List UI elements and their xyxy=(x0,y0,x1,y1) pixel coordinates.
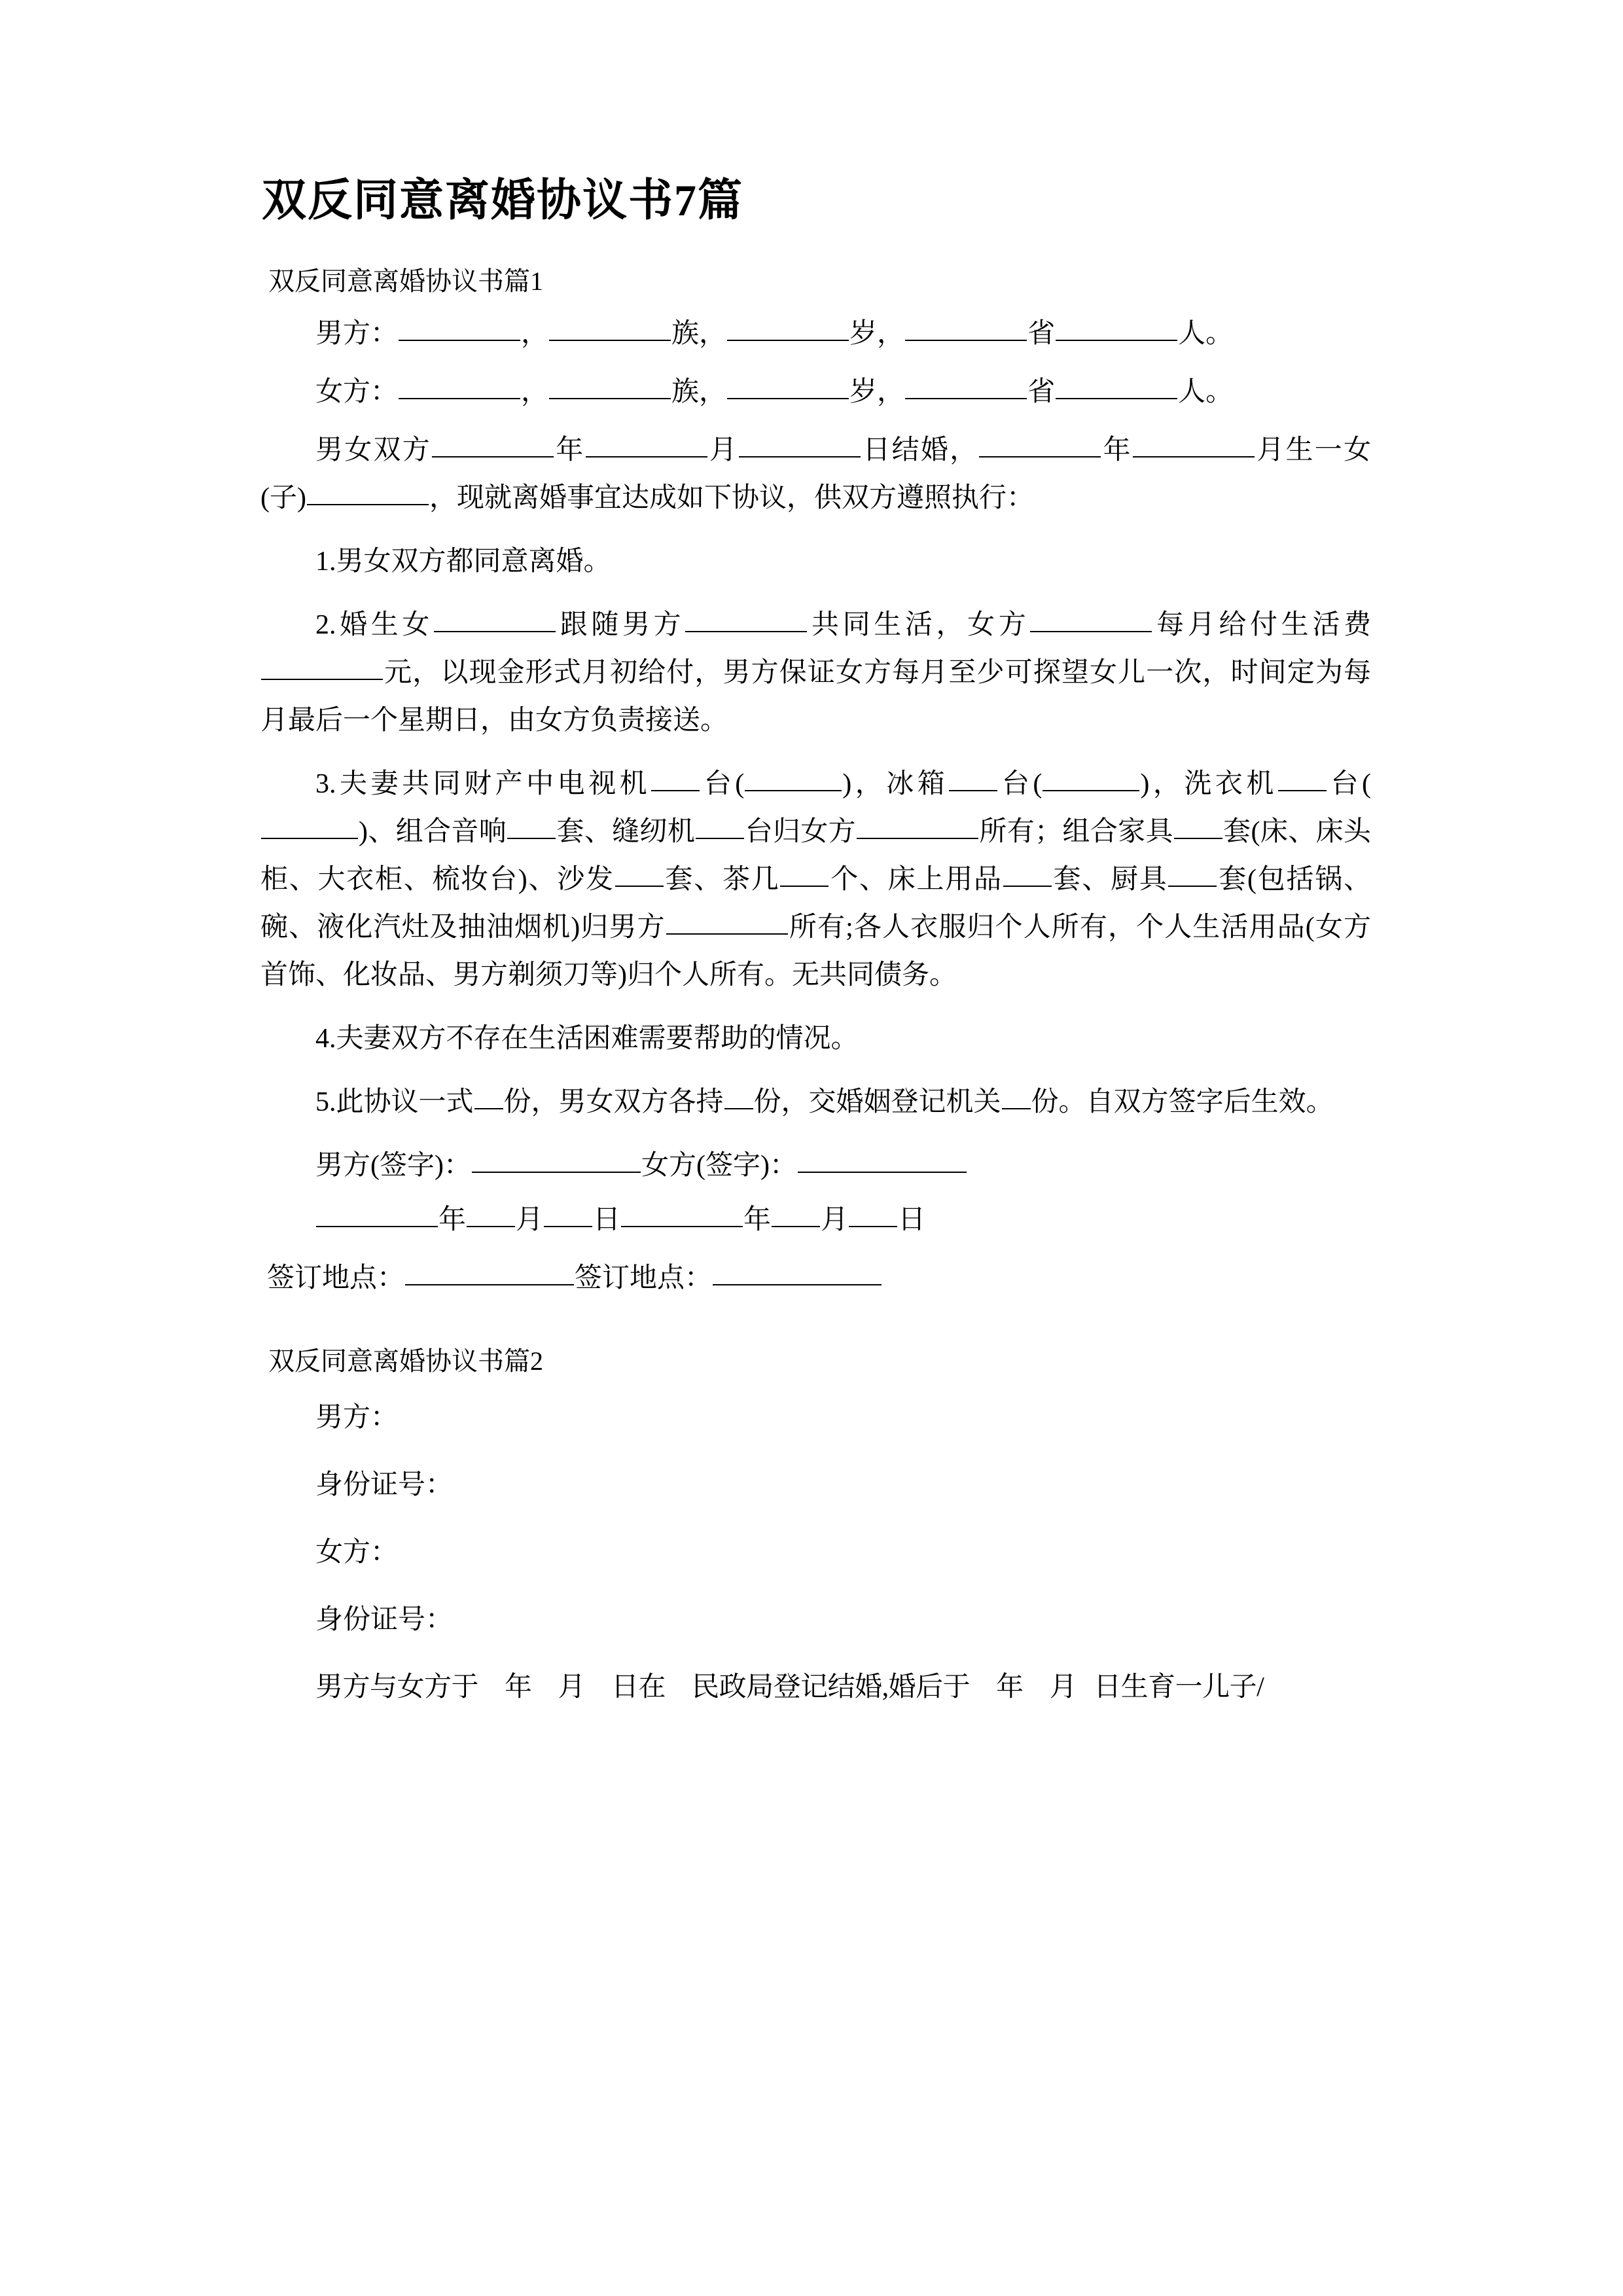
female-party-line xyxy=(260,358,1371,416)
male-age-blank[interactable] xyxy=(727,314,849,341)
marriage-married-label: 日结婚， xyxy=(861,435,979,465)
male-date-year-blank[interactable] xyxy=(316,1200,438,1227)
female-signature-label: 女方(签字)： xyxy=(641,1151,797,1181)
clause3-fridge-count-blank[interactable] xyxy=(949,764,997,791)
female-ethnicity-suffix: 族， xyxy=(671,377,727,407)
clause3-part-q: 套、厨具 xyxy=(1052,865,1168,895)
clause3-part-d: 台( xyxy=(998,769,1043,799)
final-year2-label: 年 xyxy=(996,1672,1024,1702)
page-title: 双反同意离婚协议书7篇 xyxy=(262,175,744,225)
child-name-blank[interactable] xyxy=(307,478,429,505)
male-signature-label: 男方(签字)： xyxy=(315,1151,471,1181)
document-content-column xyxy=(260,0,1371,1712)
clause3-part-i: 套、缝纫机 xyxy=(556,817,696,847)
final-month2-label: 月 xyxy=(1049,1672,1077,1702)
female-place-blank[interactable] xyxy=(713,1259,882,1285)
clause3-part-n: 套、茶几 xyxy=(664,865,780,895)
clause2-part-a: 2.婚生女 xyxy=(315,610,434,640)
marriage-year-label: 年 xyxy=(554,435,585,465)
clause3-tv-count-blank[interactable] xyxy=(651,764,700,791)
clause5-each-copies-blank[interactable] xyxy=(724,1083,753,1109)
clause-1: 1.男女双方都同意离婚。 xyxy=(315,547,611,577)
final-part-c: 民政局登记结婚,婚后于 xyxy=(692,1672,971,1702)
clause2-female-blank[interactable] xyxy=(1030,605,1152,632)
clause3-part-e: )，洗 xyxy=(1140,769,1215,799)
male-name-blank[interactable] xyxy=(399,314,520,341)
marriage-month-label: 月 xyxy=(707,435,739,465)
clause3-male-owner-blank[interactable] xyxy=(666,908,788,935)
clause3-part-f: 衣机 xyxy=(1215,769,1277,799)
clause2-part-e: 生活费 xyxy=(1281,610,1371,640)
clause3-part-l: 组合家具 xyxy=(1062,817,1173,847)
male-date-month-label: 月 xyxy=(516,1205,544,1235)
clause3-part-c: )，冰箱 xyxy=(842,769,949,799)
clause5-copies-blank[interactable] xyxy=(474,1083,503,1109)
male-date-month-blank[interactable] xyxy=(467,1200,515,1227)
female-person-suffix: 人。 xyxy=(1178,377,1234,407)
female-province-blank[interactable] xyxy=(905,372,1027,399)
female-party-label: 女方： xyxy=(315,377,399,407)
female-name-blank[interactable] xyxy=(399,372,520,399)
male-date-day-label: 日 xyxy=(593,1205,621,1235)
marriage-month-blank[interactable] xyxy=(586,431,707,457)
clause3-fridge-detail-blank[interactable] xyxy=(1043,764,1139,791)
marriage-intro-label: 男女双方 xyxy=(315,435,432,465)
male-ethnicity-blank[interactable] xyxy=(549,314,671,341)
clause3-washer-detail-blank[interactable] xyxy=(261,812,358,839)
marriage-day-blank[interactable] xyxy=(739,431,861,457)
female-age-suffix: 岁， xyxy=(849,377,905,407)
clause3-female-owner-blank[interactable] xyxy=(857,812,978,839)
signature-line xyxy=(260,1126,1371,1190)
male-province-blank[interactable] xyxy=(905,314,1027,341)
male-city-blank[interactable] xyxy=(1056,314,1177,341)
male-place-label: 签订地点： xyxy=(267,1263,405,1293)
comma-1: ， xyxy=(521,319,549,349)
clause5-part-a: 5.此协议一式 xyxy=(315,1087,474,1117)
agreement-intro-text: ，现就离婚事宜达成如下协议，供双方遵照执行： xyxy=(429,483,1034,513)
female-date-month-blank[interactable] xyxy=(772,1200,820,1227)
male-province-suffix: 省 xyxy=(1027,319,1056,349)
male-signature-blank[interactable] xyxy=(472,1146,641,1173)
clause3-part-k: 所有； xyxy=(979,817,1063,847)
female-date-year-blank[interactable] xyxy=(621,1200,743,1227)
clause5-registry-copies-blank[interactable] xyxy=(1002,1083,1031,1109)
female-province-suffix: 省 xyxy=(1027,377,1056,407)
male-party-line xyxy=(260,295,1371,358)
final-part-a: 男方与女方于 xyxy=(315,1672,479,1702)
clause3-kitchenware-count-blank[interactable] xyxy=(1168,860,1217,887)
final-part-b: 日在 xyxy=(611,1672,666,1702)
clause5-part-d: 份。自双方 xyxy=(1031,1087,1169,1117)
final-part-d: 日生育一儿子/ xyxy=(1094,1672,1264,1702)
clause3-washer-count-blank[interactable] xyxy=(1278,764,1327,791)
clause3-furniture-count-blank[interactable] xyxy=(1174,812,1222,839)
clause5-part-b: 份，男女双方各持 xyxy=(503,1087,724,1117)
section2-marriage-registration-line xyxy=(260,1644,1371,1712)
clause3-tv-detail-blank[interactable] xyxy=(745,764,842,791)
clause3-part-s: 所有;各人衣服归个人所有，个人生活用品(女方首饰、化妆品、男方剃须刀等) xyxy=(260,912,1371,990)
clause2-child-blank[interactable] xyxy=(434,605,556,632)
clause2-amount-blank[interactable] xyxy=(261,653,383,680)
section-heading-2: 双反同意离婚协议书篇2 xyxy=(268,1346,543,1376)
female-city-blank[interactable] xyxy=(1056,372,1177,399)
clause-3 xyxy=(260,745,1371,999)
final-year-label: 年 xyxy=(505,1672,532,1702)
clause3-part-h: )、组合音响 xyxy=(359,817,507,847)
male-party-label: 男方： xyxy=(315,319,399,349)
clause2-part-d: 每月给付 xyxy=(1152,610,1281,640)
female-date-day-blank[interactable] xyxy=(849,1200,897,1227)
male-place-blank[interactable] xyxy=(405,1259,574,1285)
child-line-label: 月生一女(子) xyxy=(260,435,1371,513)
clause3-part-j: 台归女方 xyxy=(745,817,856,847)
clause3-part-m: 套(床、床头柜、大衣柜、梳妆台)、沙发 xyxy=(260,817,1371,895)
clause3-part-a: 3.夫妻共同财产中电视机 xyxy=(315,769,651,799)
female-age-blank[interactable] xyxy=(727,372,849,399)
female-date-day-label: 日 xyxy=(898,1205,926,1235)
female-place-label: 签订地点： xyxy=(575,1263,713,1293)
final-month-label: 月 xyxy=(558,1672,586,1702)
clause3-part-p: 上用品 xyxy=(916,865,1003,895)
section2-male-id-line: 身份证号： xyxy=(315,1470,454,1500)
clause-2 xyxy=(260,586,1371,745)
marriage-year-blank[interactable] xyxy=(432,431,554,457)
clause3-stereo-count-blank[interactable] xyxy=(507,812,556,839)
section2-female-party-line: 女方： xyxy=(315,1537,399,1568)
female-date-year-label: 年 xyxy=(743,1205,772,1235)
section2-male-party-line: 男方： xyxy=(315,1403,399,1433)
clause3-part-t: 归个人所有。无共同债务。 xyxy=(627,960,957,990)
clause3-bedding-count-blank[interactable] xyxy=(1003,860,1052,887)
birth-year-blank[interactable] xyxy=(979,431,1101,457)
clause5-part-e: 签字后生效。 xyxy=(1168,1087,1334,1117)
signature-date-line xyxy=(260,1190,1371,1244)
marriage-date-paragraph xyxy=(260,416,1371,522)
male-date-day-blank[interactable] xyxy=(544,1200,592,1227)
section-heading-1: 双反同意离婚协议书篇1 xyxy=(268,266,543,296)
clause2-part-f: 元，以现金形式月初给付，男方保证女方每月至少可探望女儿 xyxy=(383,658,1147,688)
birth-month-blank[interactable] xyxy=(1133,431,1255,457)
clause2-part-g: 一次，时间定为每月最后一个星期日，由女方负责接送。 xyxy=(260,658,1371,736)
female-ethnicity-blank[interactable] xyxy=(549,372,671,399)
clause3-part-b: 台( xyxy=(700,769,745,799)
clause3-sewing-count-blank[interactable] xyxy=(696,812,744,839)
male-date-year-label: 年 xyxy=(438,1205,467,1235)
section2-female-id-line: 身份证号： xyxy=(315,1605,454,1635)
signing-place-line xyxy=(260,1244,1371,1302)
clause-5 xyxy=(260,1063,1371,1126)
birth-year-label: 年 xyxy=(1101,435,1132,465)
clause2-part-c: 共同生活，女方 xyxy=(808,610,1030,640)
clause2-part-b: 跟随男方 xyxy=(556,610,685,640)
clause5-part-c: 份，交婚姻登记机关 xyxy=(753,1087,1001,1117)
female-signature-blank[interactable] xyxy=(798,1146,967,1173)
clause-4: 4.夫妻双方不存在生活困难需要帮助的情况。 xyxy=(315,1024,859,1054)
male-age-suffix: 岁， xyxy=(849,319,905,349)
clause3-part-o: 个、床 xyxy=(829,865,917,895)
clause3-part-r: 套(包括锅、碗、液化汽灶及抽油烟机)归男方 xyxy=(260,865,1371,942)
clause3-sofa-count-blank[interactable] xyxy=(615,860,664,887)
comma-2: ， xyxy=(521,377,549,407)
clause2-male-blank[interactable] xyxy=(685,605,807,632)
male-person-suffix: 人。 xyxy=(1178,319,1234,349)
clause3-part-g: 台( xyxy=(1327,769,1371,799)
female-date-month-label: 月 xyxy=(821,1205,849,1235)
male-ethnicity-suffix: 族， xyxy=(671,319,727,349)
clause3-teatable-count-blank[interactable] xyxy=(780,860,829,887)
